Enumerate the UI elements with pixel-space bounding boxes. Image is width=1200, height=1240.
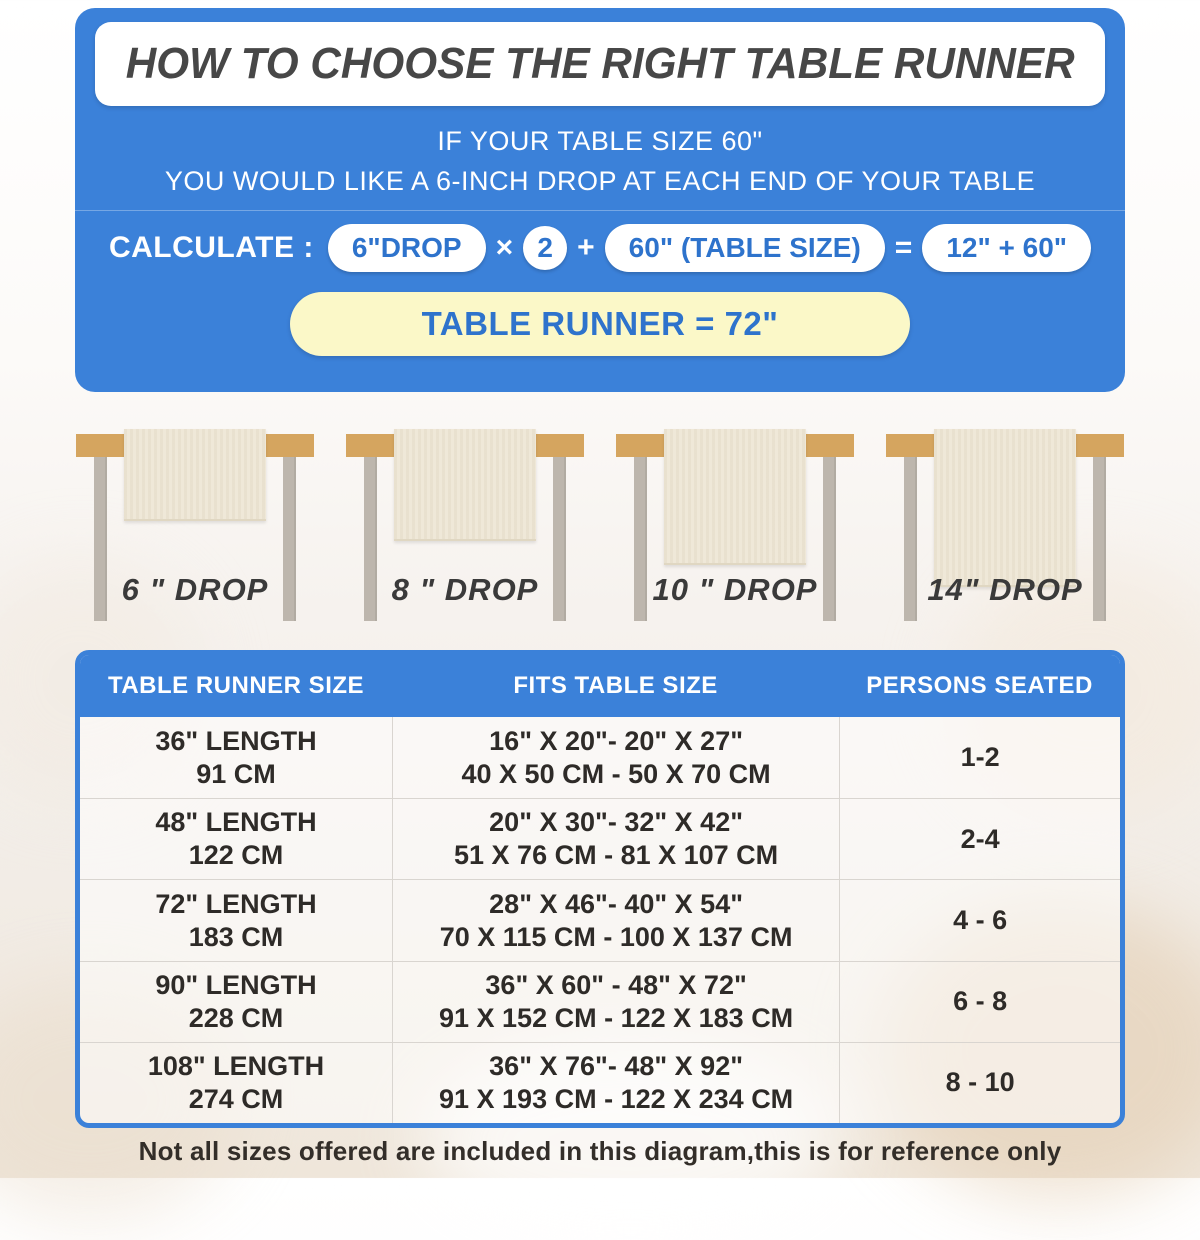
size-chart-header — [80, 655, 1120, 717]
runner-size-inches: 48" LENGTH — [155, 807, 317, 838]
instructions-panel — [75, 8, 1125, 392]
runner-size-cm: 91 CM — [196, 758, 276, 789]
fits-size-inches: 36" X 76"- 48" X 92" — [489, 1050, 744, 1081]
persons-seated-cell: 8 - 10 — [839, 1042, 1120, 1123]
table-row — [80, 717, 1120, 798]
persons-seated-cell: 2-4 — [839, 798, 1120, 879]
calculate-label: CALCULATE : — [108, 231, 314, 264]
multiply-sign: × — [495, 231, 514, 264]
drop-figure-8in — [334, 424, 596, 634]
table-runner — [394, 429, 536, 541]
runner-size-inches: 108" LENGTH — [147, 1050, 325, 1081]
fits-size-cm: 70 X 115 CM - 100 X 137 CM — [439, 921, 793, 952]
plus-sign: + — [577, 231, 595, 264]
persons-seated-cell: 6 - 8 — [839, 961, 1120, 1042]
runner-size-inches: 90" LENGTH — [155, 969, 317, 1000]
table-runner — [124, 429, 266, 521]
drop-figure-14in — [874, 424, 1136, 634]
equals-sign: = — [894, 231, 913, 264]
runner-size-cell — [80, 961, 392, 1042]
table-row — [80, 879, 1120, 960]
table-runner — [664, 429, 806, 565]
table-size-pill: 60" (TABLE SIZE) — [605, 224, 885, 272]
runner-size-cm: 122 CM — [188, 840, 284, 871]
fits-size-cm: 91 X 193 CM - 122 X 234 CM — [439, 1083, 794, 1114]
fits-size-inches: 28" X 46"- 40" X 54" — [489, 888, 744, 919]
drop-figure-6in — [64, 424, 326, 634]
size-chart-panel — [75, 650, 1125, 1128]
runner-size-cell — [80, 1042, 392, 1123]
fits-size-inches: 16" X 20"- 20" X 27" — [489, 725, 744, 756]
persons-seated-cell: 1-2 — [839, 717, 1120, 798]
drop-value-pill: 6"DROP — [328, 224, 486, 272]
runner-size-inches: 72" LENGTH — [155, 888, 317, 919]
table-row — [80, 961, 1120, 1042]
table-row — [80, 798, 1120, 879]
drop-label: 6 " DROP — [121, 572, 269, 607]
fits-size-cell — [392, 717, 839, 798]
page-title: HOW TO CHOOSE THE RIGHT TABLE RUNNER — [125, 39, 1075, 88]
fits-size-cell — [392, 961, 839, 1042]
drop-label: 8 " DROP — [391, 572, 539, 607]
disclaimer-note: Not all sizes offered are included in this diagram,this is for reference only — [138, 1136, 1062, 1166]
runner-size-cm: 228 CM — [188, 1002, 284, 1033]
fits-size-cell — [392, 1042, 839, 1123]
divider-line — [75, 210, 1125, 211]
runner-size-cell — [80, 879, 392, 960]
fits-size-cm: 40 X 50 CM - 50 X 70 CM — [461, 758, 771, 789]
multiplier-circle: 2 — [523, 226, 567, 270]
runner-size-inches: 36" LENGTH — [155, 725, 317, 756]
runner-size-cm: 274 CM — [188, 1083, 284, 1114]
table-runner — [934, 429, 1076, 587]
subtitle-line-1: IF YOUR TABLE SIZE 60" — [437, 126, 763, 156]
fits-size-inches: 20" X 30"- 32" X 42" — [489, 807, 744, 838]
fits-size-inches: 36" X 60" - 48" X 72" — [485, 969, 747, 1000]
result-pill: TABLE RUNNER = 72" — [290, 292, 910, 356]
sum-pill: 12" + 60" — [922, 224, 1091, 272]
runner-size-cell — [80, 798, 392, 879]
drop-examples-row — [60, 424, 1140, 634]
subtitle-line-2: YOU WOULD LIKE A 6-INCH DROP AT EACH END OF YOUR TABLE — [164, 166, 1036, 196]
column-header-persons-seated: PERSONS SEATED — [866, 672, 1093, 699]
runner-size-cell — [80, 717, 392, 798]
fits-size-cm: 91 X 152 CM - 122 X 183 CM — [439, 1002, 794, 1033]
drop-label: 14" DROP — [927, 572, 1083, 607]
fits-size-cell — [392, 798, 839, 879]
persons-seated-cell: 4 - 6 — [839, 879, 1120, 960]
title-banner — [95, 22, 1105, 106]
fits-size-cm: 51 X 76 CM - 81 X 107 CM — [454, 840, 779, 871]
drop-figure-10in — [604, 424, 866, 634]
runner-size-cm: 183 CM — [188, 921, 284, 952]
size-chart-body — [80, 717, 1120, 1123]
column-header-runner-size: TABLE RUNNER SIZE — [107, 672, 365, 699]
drop-label: 10 " DROP — [652, 572, 818, 607]
fits-size-cell — [392, 879, 839, 960]
column-header-fits-table-size: FITS TABLE SIZE — [513, 672, 718, 699]
calculation-formula — [75, 224, 1125, 272]
table-row — [80, 1042, 1120, 1123]
